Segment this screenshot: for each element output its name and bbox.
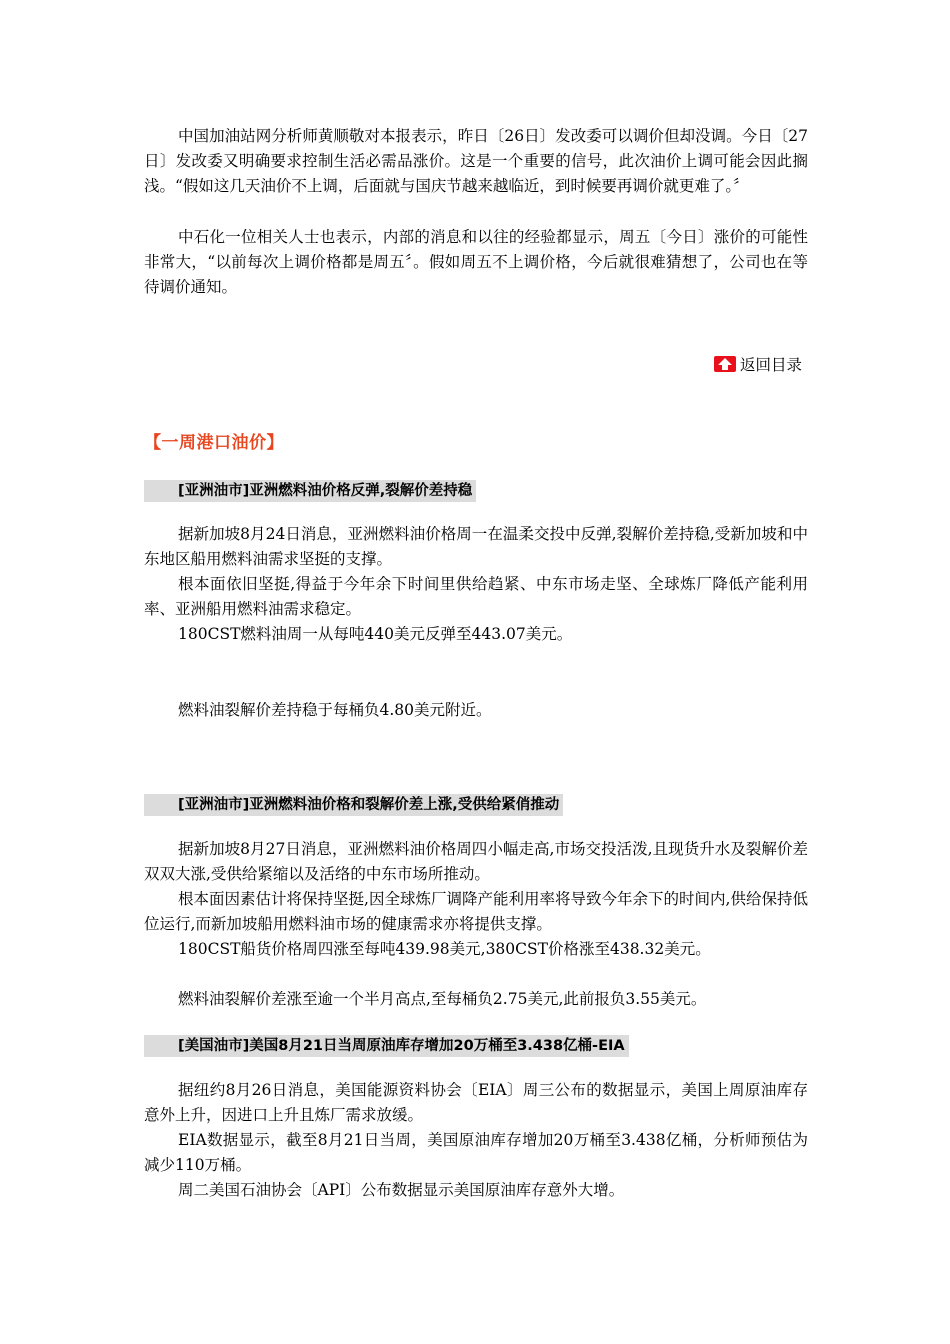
intro-paragraph-2: 中石化一位相关人士也表示，内部的消息和以往的经验都显示，周五〔今日〕涨价的可能性非常大，“以前每次上调价格都是周五〞。假如周五不上调价格，今后就很难猜想了，公司也在等待调价通知。 <box>144 228 808 296</box>
up-arrow-icon <box>714 356 736 372</box>
article-paragraph: 根本面因素估计将保持坚挺,因全球炼厂调降产能利用率将导致今年余下的时间内,供给保持低位运行,而新加坡船用燃料油市场的健康需求亦将提供支撑。 <box>144 890 808 933</box>
article-paragraph: 根本面依旧坚挺,得益于今年余下时间里供给趋紧、中东市场走坚、全球炼厂降低产能利用率、亚洲船用燃料油需求稳定。 <box>144 575 808 618</box>
article-paragraph: 据新加坡8月24日消息，亚洲燃料油价格周一在温柔交投中反弹,裂解价差持稳,受新加坡和中东地区船用燃料油需求坚挺的支撑。 <box>144 525 808 568</box>
article-paragraph: 周二美国石油协会〔API〕公布数据显示美国原油库存意外大增。 <box>178 1181 625 1199</box>
article-paragraph: EIA数据显示，截至8月21日当周，美国原油库存增加20万桶至3.438亿桶，分析师预估为减少110万桶。 <box>144 1131 808 1174</box>
return-to-toc-label: 返回目录 <box>740 356 803 374</box>
article-heading: [亚洲油市]亚洲燃料油价格和裂解价差上涨,受供给紧俏推动 <box>144 794 563 816</box>
article-heading: [亚洲油市]亚洲燃料油价格反弹,裂解价差持稳 <box>144 480 476 502</box>
article-paragraph: 180CST燃料油周一从每吨440美元反弹至443.07美元。 <box>178 625 573 643</box>
article-paragraph: 燃料油裂解价差涨至逾一个半月高点,至每桶负2.75美元,此前报负3.55美元。 <box>178 990 707 1008</box>
return-to-toc-link[interactable] <box>714 352 802 376</box>
section-title: 【一周港口油价】 <box>144 433 284 453</box>
article-paragraph: 180CST船货价格周四涨至每吨439.98美元,380CST价格涨至438.32美元。 <box>178 940 711 958</box>
article-paragraph: 燃料油裂解价差持稳于每桶负4.80美元附近。 <box>178 701 492 719</box>
article-heading: [美国油市]美国8月21日当周原油库存增加20万桶至3.438亿桶-EIA <box>144 1035 629 1057</box>
article-paragraph: 据新加坡8月27日消息，亚洲燃料油价格周四小幅走高,市场交投活泼,且现货升水及裂解价差双双大涨,受供给紧缩以及活络的中东市场所推动。 <box>144 840 808 883</box>
article-paragraph: 据纽约8月26日消息，美国能源资料协会〔EIA〕周三公布的数据显示，美国上周原油库存意外上升，因进口上升且炼厂需求放缓。 <box>144 1081 808 1124</box>
intro-paragraph-1: 中国加油站网分析师黄顺敬对本报表示，昨日〔26日〕发改委可以调价但却没调。今日〔27日〕发改委又明确要求控制生活必需品涨价。这是一个重要的信号，此次油价上调可能会因此搁浅。“假如这几天油价不上调，后面就与国庆节越来越临近，到时候要再调价就更难了。〞 <box>144 127 808 195</box>
